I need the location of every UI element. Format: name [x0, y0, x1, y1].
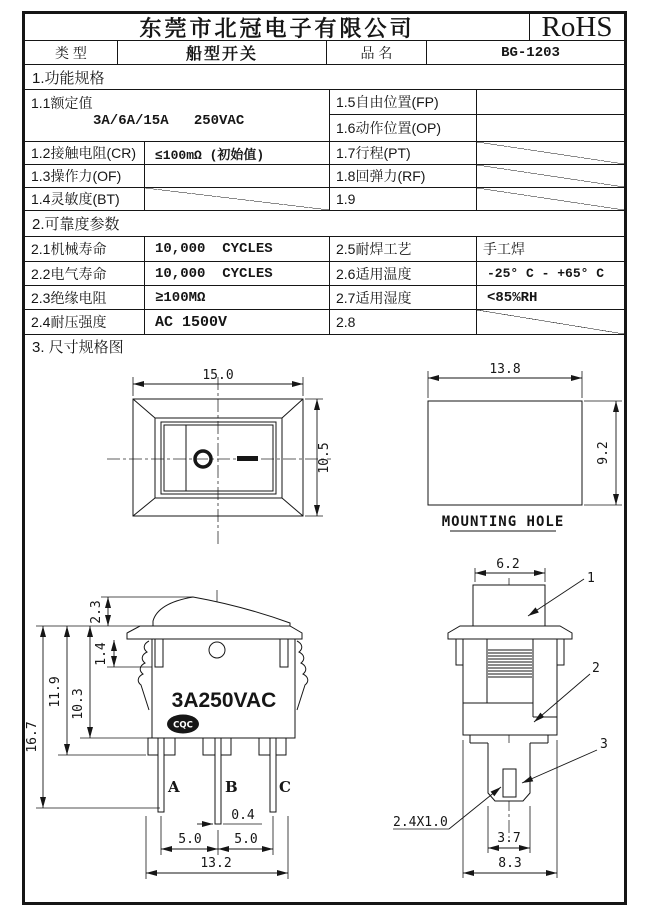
rocker-face-outer: [161, 422, 276, 494]
terminal-size-dim: 2.4X1.0: [393, 815, 448, 830]
section3-title: 3. 尺寸规格图: [32, 338, 124, 356]
rated-label: 1.1额定值: [31, 95, 93, 111]
elec-label: 2.2电气寿命: [31, 265, 107, 282]
end-rocker: [473, 585, 545, 626]
end-flange: [448, 626, 572, 639]
volt-value: AC 1500V: [155, 313, 228, 331]
pt-label: 1.7行程(PT): [336, 145, 411, 161]
hum-label: 2.7适用湿度: [336, 289, 412, 306]
callout-2: 2: [592, 661, 600, 676]
solder-value: 手工焊: [483, 241, 525, 257]
total-height-dim: 16.7: [25, 721, 40, 753]
end-tab-left: [456, 639, 463, 665]
end-tab-right: [557, 639, 564, 665]
span-dim: 13.2: [200, 856, 232, 871]
mount-clip-right: [297, 641, 308, 710]
callout-3: 3: [600, 737, 608, 752]
temp-value: -25° C - +65° C: [487, 266, 605, 281]
front-width-dim: 15.0: [202, 368, 234, 383]
op-label: 1.6动作位置(OP): [336, 120, 442, 136]
hole-height-dim: 9.2: [596, 441, 611, 465]
of-label: 1.3操作力(OF): [31, 168, 122, 184]
type-label: 类 型: [55, 44, 87, 61]
mech-value: 10,000 CYCLES: [155, 241, 273, 257]
callout-1: 1: [587, 571, 595, 586]
rating-marking: 3A250VAC: [171, 689, 277, 712]
top-width-dim: 6.2: [496, 557, 520, 572]
ins-value: ≥100MΩ: [155, 289, 206, 306]
pin-b: [215, 738, 221, 824]
pin-thickness-dim: 0.4: [231, 808, 255, 823]
section2-title: 2.可靠度参数: [32, 216, 120, 233]
r19-label: 1.9: [336, 191, 356, 207]
side-flange: [127, 626, 302, 639]
mount-clip-left: [138, 641, 149, 710]
rocker-profile: [153, 597, 290, 626]
elec-value: 10,000 CYCLES: [155, 265, 273, 282]
mounting-hole-rect: [428, 401, 582, 505]
bt-label: 1.4灵敏度(BT): [31, 191, 120, 207]
volt-label: 2.4耐压强度: [31, 314, 107, 330]
hole-width-dim: 13.8: [489, 362, 521, 377]
cqc-logo-text: CQC: [173, 720, 193, 731]
hum-value: <85%RH: [487, 289, 538, 306]
rated-value: 3A/6A/15A 250VAC: [93, 113, 245, 129]
ins-label: 2.3绝缘电阻: [31, 289, 107, 306]
r28-label: 2.8: [336, 314, 356, 330]
h2-dim: 10.3: [71, 688, 86, 720]
part-number: BG-1203: [501, 44, 560, 61]
solder-label: 2.5耐焊工艺: [336, 241, 412, 257]
mounting-hole-caption: MOUNTING HOLE: [441, 514, 565, 530]
rohs-mark: RoHS: [541, 14, 613, 40]
temp-label: 2.6适用温度: [336, 265, 412, 282]
front-view: [107, 368, 332, 546]
mech-label: 2.1机械寿命: [31, 241, 107, 257]
cr-value: ≤100mΩ (初始值): [155, 147, 265, 163]
pin-a-label: A: [168, 778, 180, 796]
clip-dim: 1.4: [94, 642, 109, 666]
on-symbol-dash: [237, 456, 258, 461]
mounting-hole-view: [428, 362, 622, 531]
company-title: 东莞市北冠电子有限公司: [139, 15, 415, 40]
neck-dim: 3.7: [497, 831, 521, 846]
callout-3-leader: [522, 750, 597, 783]
section1-title: 1.功能规格: [32, 69, 105, 87]
pin-b-label: B: [225, 778, 238, 796]
name-label: 品 名: [360, 44, 393, 61]
side-view: [25, 590, 308, 879]
pitch1-dim: 5.0: [178, 832, 202, 847]
terminal-size-leader: [449, 787, 501, 829]
pin-c: [270, 738, 276, 812]
type-value: 船型开关: [185, 46, 258, 63]
end-view: [393, 557, 608, 878]
base-dim: 8.3: [498, 856, 522, 871]
h1-dim: 11.9: [48, 676, 63, 708]
fp-label: 1.5自由位置(FP): [336, 94, 439, 110]
rocker-height-dim: 2.3: [89, 600, 104, 624]
front-bezel-inner: [155, 418, 282, 498]
cr-label: 1.2接触电阻(CR): [31, 145, 137, 161]
pin-a: [158, 738, 164, 812]
end-terminal: [503, 769, 516, 797]
pitch2-dim: 5.0: [234, 832, 258, 847]
rf-label: 1.8回弹力(RF): [336, 168, 426, 184]
pin-c-label: C: [279, 778, 291, 796]
front-height-dim: 10.5: [317, 442, 332, 474]
